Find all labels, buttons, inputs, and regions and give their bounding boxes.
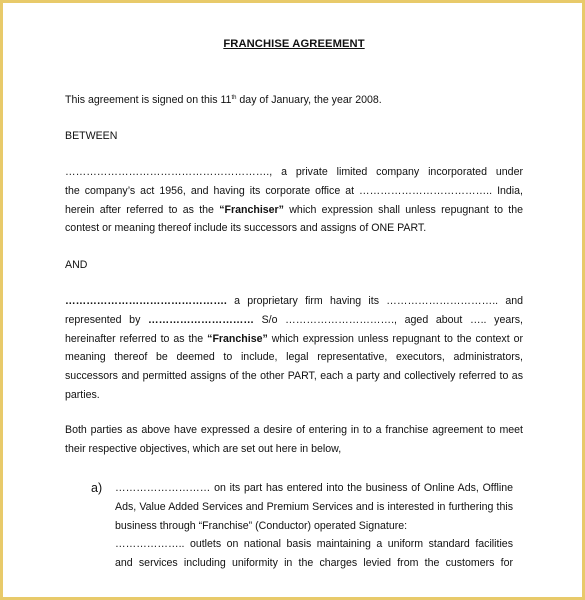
document-title: FRANCHISE AGREEMENT	[223, 38, 365, 50]
party2-line-3-post: which expression unless repugnant to the context or	[267, 332, 523, 345]
party1-line-3-pre: herein after referred to as the	[65, 203, 220, 216]
party1-line-3-post: which expression shall unless repugnant to the	[283, 203, 523, 216]
party1-line-2: the company’s act 1956, and having its corporate office at ……………………………….. India,	[65, 184, 523, 197]
party1-line-4: contest or meaning thereof include its successors and assigns of ONE PART.	[65, 222, 427, 235]
party1-line-3	[65, 201, 523, 220]
and-label	[65, 256, 523, 275]
item-a-line-1: ……………………… on its part has entered into the business of Online Ads, Offline	[115, 482, 513, 494]
intro-after-day: day of January, the year 2008.	[236, 94, 382, 106]
party2-line-1-post: a proprietary firm having its ………………………….. and	[226, 295, 523, 307]
party1-paragraph	[65, 163, 523, 238]
franchiser-term: “Franchiser”	[219, 203, 284, 216]
party2-line-3-pre: hereinafter referred to as the	[65, 332, 208, 345]
item-a-line-5: and services including uniformity in the charges levied from the customers for	[115, 557, 513, 570]
recital-line-2: their respective objectives, which are set out here in below,	[65, 442, 342, 455]
party2-line-2	[65, 311, 523, 330]
item-a-body	[115, 479, 513, 573]
intro-line	[65, 91, 523, 110]
party2-line-3	[65, 330, 523, 349]
intro-paragraph	[65, 91, 523, 110]
party2-line-4: meaning thereof be deemed to include, legal representative, executors, administrators,	[65, 351, 523, 364]
item-a-letter: a)	[91, 481, 103, 495]
and-text: AND	[65, 259, 88, 271]
party2-line-1	[65, 292, 523, 311]
party1-line-1: …………………………………………………., a private limited company incorporated under	[65, 166, 523, 178]
recital-paragraph	[65, 421, 523, 459]
party2-paragraph	[65, 292, 523, 405]
party2-line-2-pre: represented by	[65, 313, 149, 326]
intro-day-suffix: th	[231, 95, 237, 101]
item-a-line-3: business through “Franchise” (Conductor) operated Signature:	[115, 519, 408, 532]
between-label	[65, 127, 523, 146]
representative-blank: …………………………	[148, 313, 254, 326]
recital-line-1: Both parties as above have expressed a desire of entering in to a franchise agreement to meet	[65, 424, 523, 436]
party2-name-blank: ……………………………………….	[65, 295, 227, 307]
party2-line-6: parties.	[65, 388, 100, 401]
item-a-line-4: ……………….. outlets on national basis maintaining a uniform standard facilities	[115, 538, 513, 551]
intro-before-day: This agreement is signed on this 11	[65, 94, 232, 106]
party2-line-2-post: S/o …………………………., aged about ….. years,	[253, 313, 523, 326]
item-a-line-2: Ads, Value Added Services and Premium Services and is interested in furthering this	[115, 500, 513, 513]
franchise-term: “Franchise”	[207, 332, 268, 345]
party2-line-5: successors and permitted assigns of the other PART, each a party and collectively referred to as	[65, 370, 523, 383]
between-text: BETWEEN	[65, 130, 118, 142]
